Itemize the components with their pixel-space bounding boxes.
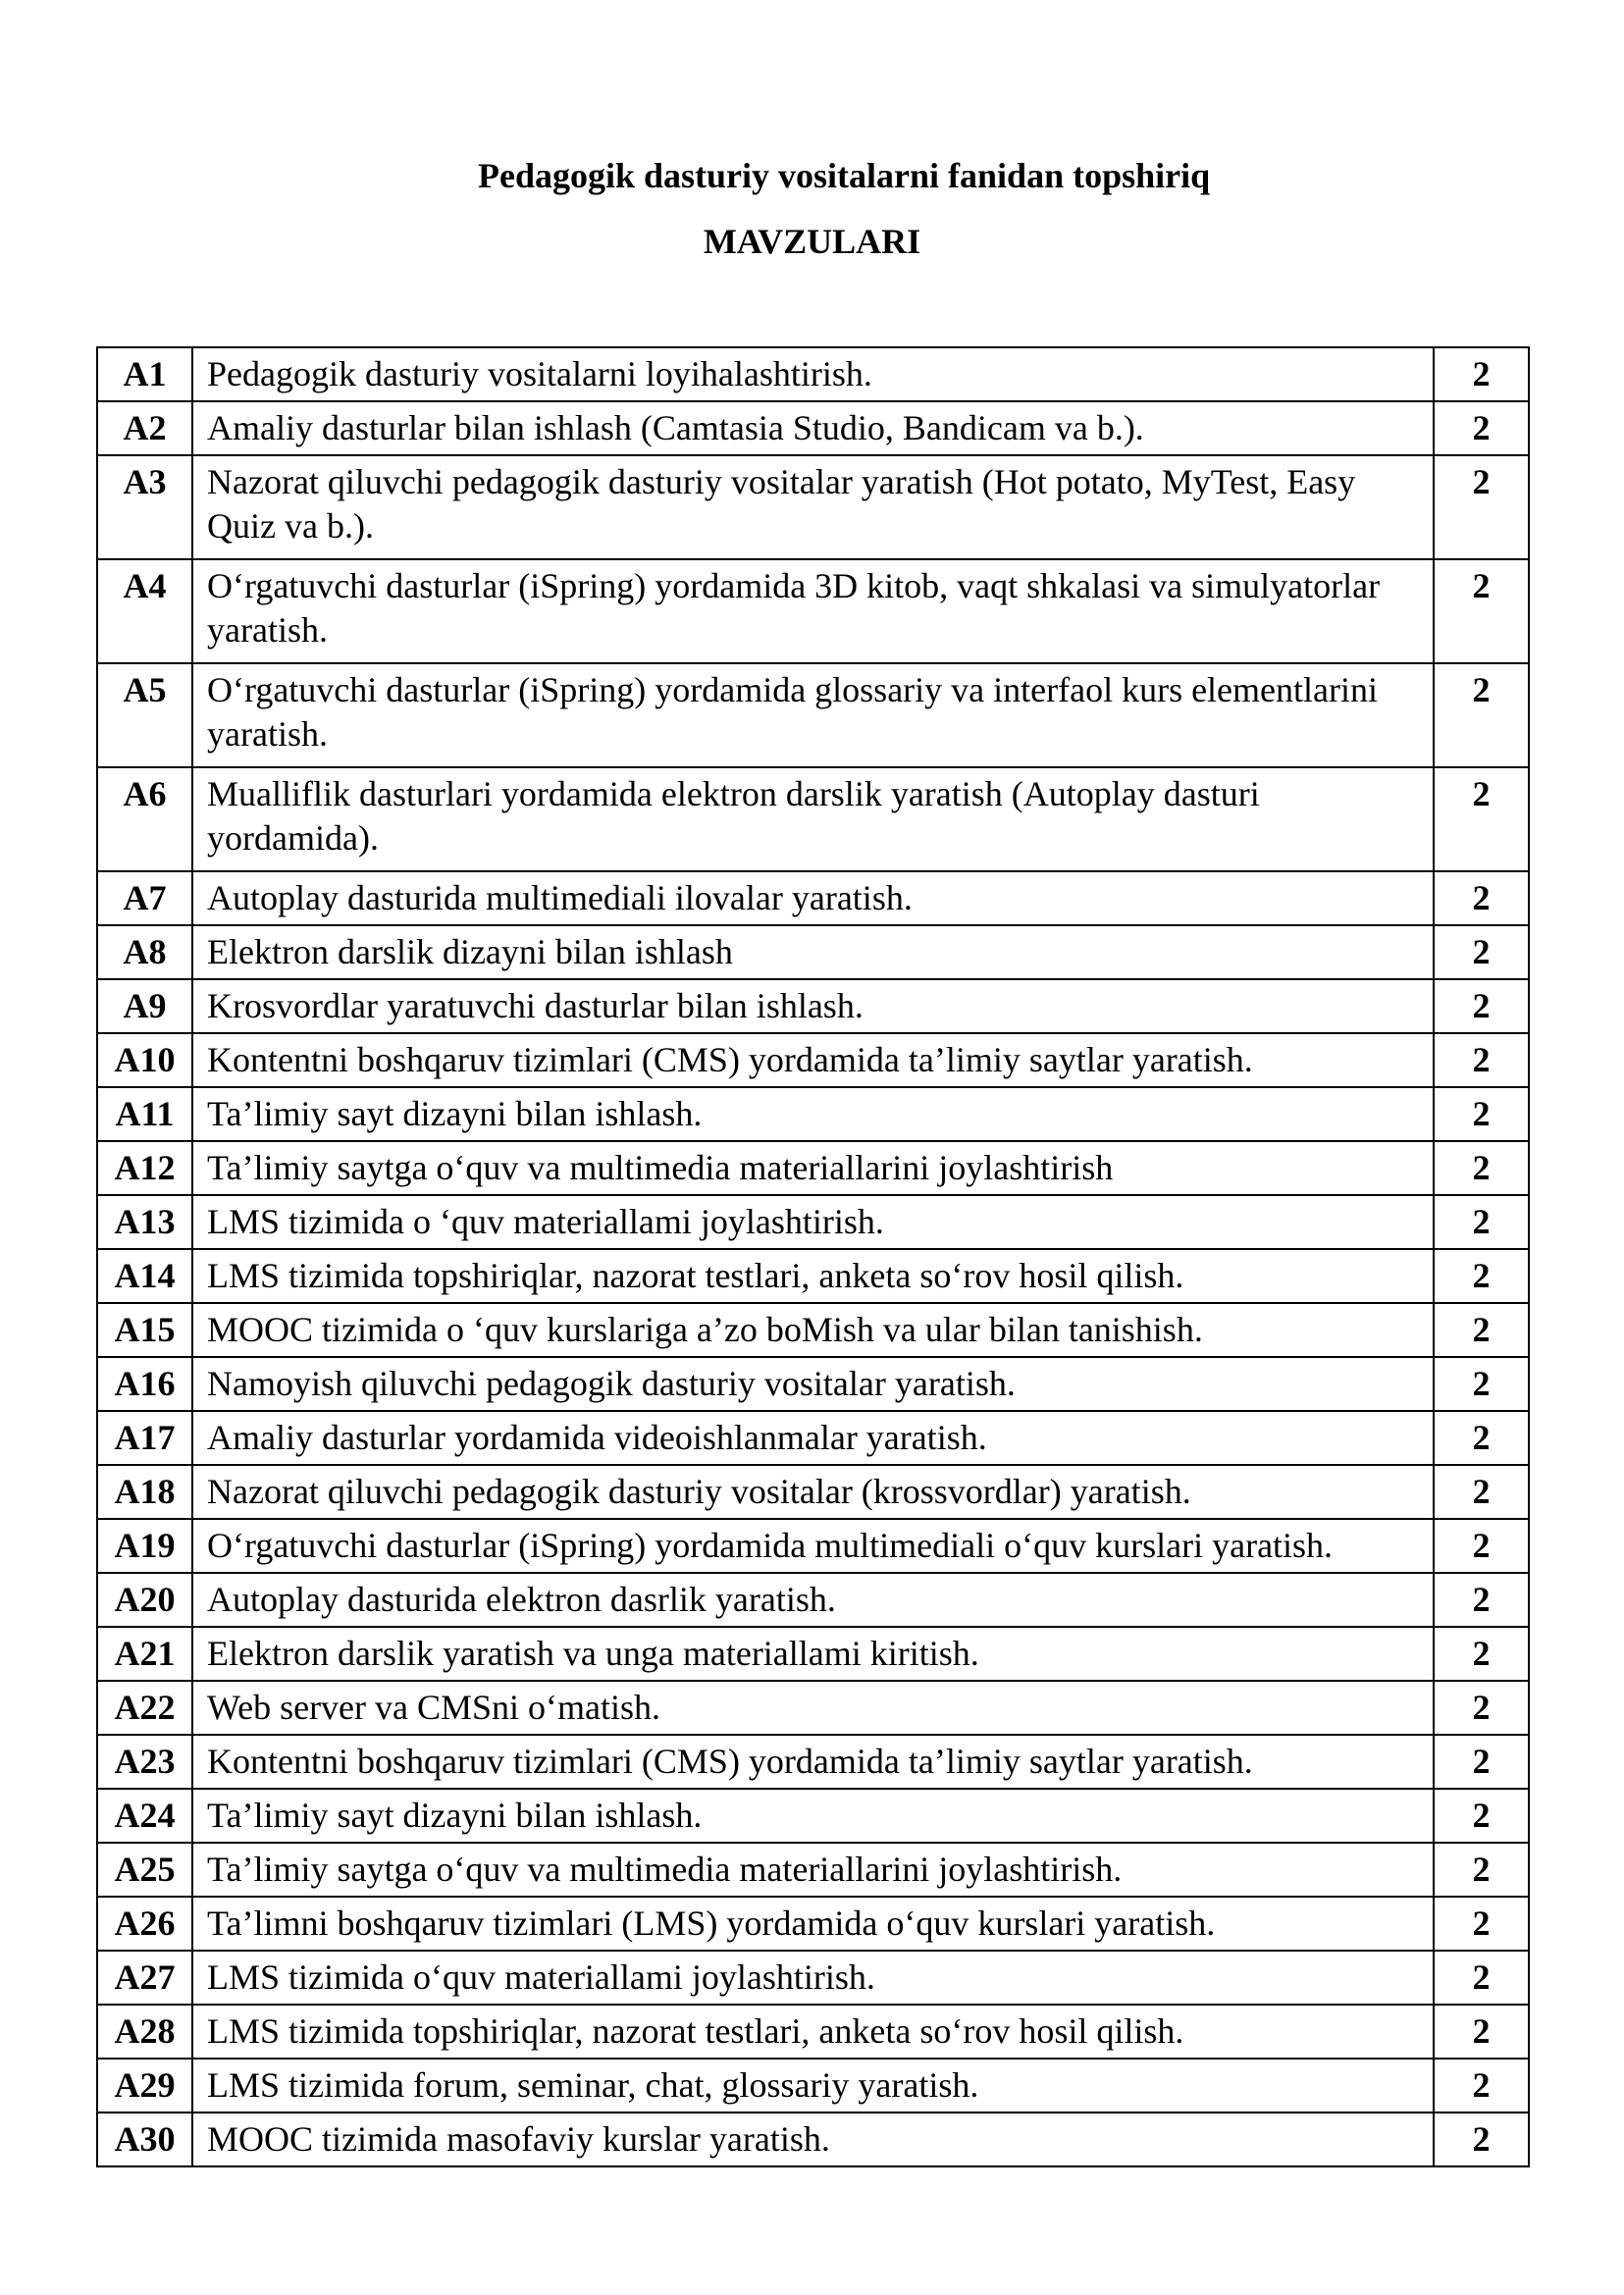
- topic-text: Nazorat qiluvchi pedagogik dasturiy vositalar (krossvordlar) yaratish.: [192, 1465, 1434, 1519]
- topic-hours: 2: [1434, 1951, 1529, 2005]
- table-row: [97, 1087, 1529, 1141]
- table-row: [97, 1249, 1529, 1303]
- topic-code: A29: [97, 2059, 192, 2112]
- table-row: [97, 1357, 1529, 1411]
- topic-code: A11: [97, 1087, 192, 1141]
- topic-code: A16: [97, 1357, 192, 1411]
- document-title-text: Pedagogik dasturiy vositalarni fanidan topshiriq: [478, 156, 1211, 195]
- topic-code: A19: [97, 1519, 192, 1573]
- topic-hours: 2: [1434, 1195, 1529, 1249]
- table-row: [97, 663, 1529, 767]
- topic-text: Kontentni boshqaruv tizimlari (CMS) yordamida ta’limiy saytlar yaratish.: [192, 1033, 1434, 1087]
- topic-text: LMS tizimida topshiriqlar, nazorat testlari, anketa so‘rov hosil qilish.: [192, 1249, 1434, 1303]
- topic-text: Krosvordlar yaratuvchi dasturlar bilan ishlash.: [192, 979, 1434, 1033]
- topic-hours: 2: [1434, 347, 1529, 401]
- table-row: [97, 1519, 1529, 1573]
- topic-code: A2: [97, 401, 192, 455]
- topic-code: A4: [97, 559, 192, 663]
- topic-text: O‘rgatuvchi dasturlar (iSpring) yordamida multimediali o‘quv kurslari yaratish.: [192, 1519, 1434, 1573]
- topic-code: A28: [97, 2005, 192, 2059]
- topics-table: [96, 346, 1530, 2167]
- topic-text: Ta’limni boshqaruv tizimlari (LMS) yordamida o‘quv kurslari yaratish.: [192, 1897, 1434, 1951]
- topic-code: A24: [97, 1789, 192, 1843]
- table-row: [97, 1411, 1529, 1465]
- table-row: [97, 401, 1529, 455]
- topic-hours: 2: [1434, 663, 1529, 767]
- table-row: [97, 1465, 1529, 1519]
- table-row: [97, 1303, 1529, 1357]
- table-row: [97, 1627, 1529, 1681]
- table-row: [97, 1951, 1529, 2005]
- topic-text: MOOC tizimida o ‘quv kurslariga a’zo boMish va ular bilan tanishish.: [192, 1303, 1434, 1357]
- topic-hours: 2: [1434, 2112, 1529, 2166]
- table-row: [97, 1195, 1529, 1249]
- topic-hours: 2: [1434, 1411, 1529, 1465]
- table-row: [97, 347, 1529, 401]
- topic-hours: 2: [1434, 1735, 1529, 1789]
- topic-hours: 2: [1434, 1465, 1529, 1519]
- table-row: [97, 1735, 1529, 1789]
- topic-code: A3: [97, 455, 192, 559]
- table-row: [97, 925, 1529, 979]
- topic-hours: 2: [1434, 1843, 1529, 1897]
- topic-text: Pedagogik dasturiy vositalarni loyihalashtirish.: [192, 347, 1434, 401]
- table-row: [97, 767, 1529, 871]
- table-row: [97, 979, 1529, 1033]
- topic-hours: 2: [1434, 1033, 1529, 1087]
- topic-hours: 2: [1434, 1627, 1529, 1681]
- topic-text: Amaliy dasturlar yordamida videoishlanmalar yaratish.: [192, 1411, 1434, 1465]
- topics-table-body: [97, 347, 1529, 2166]
- topic-text: Web server va CMSni o‘matish.: [192, 1681, 1434, 1735]
- table-row: [97, 1789, 1529, 1843]
- topic-code: A27: [97, 1951, 192, 2005]
- topic-text: Amaliy dasturlar bilan ishlash (Camtasia Studio, Bandicam va b.).: [192, 401, 1434, 455]
- topic-hours: 2: [1434, 1897, 1529, 1951]
- topic-hours: 2: [1434, 401, 1529, 455]
- topic-code: A6: [97, 767, 192, 871]
- topic-code: A18: [97, 1465, 192, 1519]
- topic-text: Ta’limiy saytga o‘quv va multimedia materiallarini joylashtirish.: [192, 1843, 1434, 1897]
- topic-text: O‘rgatuvchi dasturlar (iSpring) yordamida glossariy va interfaol kurs elementlarini yaratish.: [192, 663, 1434, 767]
- topic-text: Ta’limiy saytga o‘quv va multimedia materiallarini joylashtirish: [192, 1141, 1434, 1195]
- topic-code: A13: [97, 1195, 192, 1249]
- topic-code: A20: [97, 1573, 192, 1627]
- table-row: [97, 871, 1529, 925]
- topic-hours: 2: [1434, 1141, 1529, 1195]
- topic-hours: 2: [1434, 2005, 1529, 2059]
- topic-code: A23: [97, 1735, 192, 1789]
- topic-text: Nazorat qiluvchi pedagogik dasturiy vositalar yaratish (Hot potato, MyTest, Easy Quiz va b.).: [192, 455, 1434, 559]
- table-row: [97, 2112, 1529, 2166]
- topic-code: A25: [97, 1843, 192, 1897]
- topic-text: Kontentni boshqaruv tizimlari (CMS) yordamida ta’limiy saytlar yaratish.: [192, 1735, 1434, 1789]
- topic-code: A22: [97, 1681, 192, 1735]
- topic-text: Autoplay dasturida elektron dasrlik yaratish.: [192, 1573, 1434, 1627]
- topic-text: LMS tizimida topshiriqlar, nazorat testlari, anketa so‘rov hosil qilish.: [192, 2005, 1434, 2059]
- topic-hours: 2: [1434, 1357, 1529, 1411]
- topic-text: Ta’limiy sayt dizayni bilan ishlash.: [192, 1789, 1434, 1843]
- topic-text: Namoyish qiluvchi pedagogik dasturiy vositalar yaratish.: [192, 1357, 1434, 1411]
- topic-hours: 2: [1434, 1087, 1529, 1141]
- topic-code: A21: [97, 1627, 192, 1681]
- topic-code: A26: [97, 1897, 192, 1951]
- topic-code: A9: [97, 979, 192, 1033]
- topic-text: Ta’limiy sayt dizayni bilan ishlash.: [192, 1087, 1434, 1141]
- table-row: [97, 559, 1529, 663]
- document-title: [130, 154, 1624, 197]
- table-row: [97, 1843, 1529, 1897]
- topic-hours: 2: [1434, 1519, 1529, 1573]
- topic-code: A15: [97, 1303, 192, 1357]
- table-row: [97, 455, 1529, 559]
- topic-code: A5: [97, 663, 192, 767]
- topic-text: MOOC tizimida masofaviy kurslar yaratish.: [192, 2112, 1434, 2166]
- table-row: [97, 1897, 1529, 1951]
- topic-code: A14: [97, 1249, 192, 1303]
- topic-text: Elektron darslik dizayni bilan ishlash: [192, 925, 1434, 979]
- table-row: [97, 1033, 1529, 1087]
- topic-hours: 2: [1434, 559, 1529, 663]
- table-row: [97, 2005, 1529, 2059]
- topic-hours: 2: [1434, 2059, 1529, 2112]
- topic-code: A7: [97, 871, 192, 925]
- topic-hours: 2: [1434, 1573, 1529, 1627]
- topic-code: A8: [97, 925, 192, 979]
- topic-text: LMS tizimida forum, seminar, chat, glossariy yaratish.: [192, 2059, 1434, 2112]
- topic-text: Autoplay dasturida multimediali ilovalar yaratish.: [192, 871, 1434, 925]
- topic-hours: 2: [1434, 1303, 1529, 1357]
- table-row: [97, 1573, 1529, 1627]
- topic-text: O‘rgatuvchi dasturlar (iSpring) yordamida 3D kitob, vaqt shkalasi va simulyatorlar yaratish.: [192, 559, 1434, 663]
- table-row: [97, 1681, 1529, 1735]
- topic-text: LMS tizimida o‘quv materiallami joylashtirish.: [192, 1951, 1434, 2005]
- topic-code: A1: [97, 347, 192, 401]
- topic-hours: 2: [1434, 871, 1529, 925]
- topic-code: A30: [97, 2112, 192, 2166]
- topic-hours: 2: [1434, 1789, 1529, 1843]
- topic-code: A10: [97, 1033, 192, 1087]
- document-subtitle: MAVZULARI: [703, 222, 921, 261]
- topic-hours: 2: [1434, 979, 1529, 1033]
- topic-text: Mualliflik dasturlari yordamida elektron darslik yaratish (Autoplay dasturi yordamida).: [192, 767, 1434, 871]
- table-row: [97, 2059, 1529, 2112]
- topic-hours: 2: [1434, 1249, 1529, 1303]
- topic-code: A12: [97, 1141, 192, 1195]
- topic-code: A17: [97, 1411, 192, 1465]
- topic-hours: 2: [1434, 925, 1529, 979]
- table-row: [97, 1141, 1529, 1195]
- topic-hours: 2: [1434, 1681, 1529, 1735]
- topic-hours: 2: [1434, 455, 1529, 559]
- topic-text: LMS tizimida o ‘quv materiallami joylashtirish.: [192, 1195, 1434, 1249]
- topic-text: Elektron darslik yaratish va unga materiallami kiritish.: [192, 1627, 1434, 1681]
- topic-hours: 2: [1434, 767, 1529, 871]
